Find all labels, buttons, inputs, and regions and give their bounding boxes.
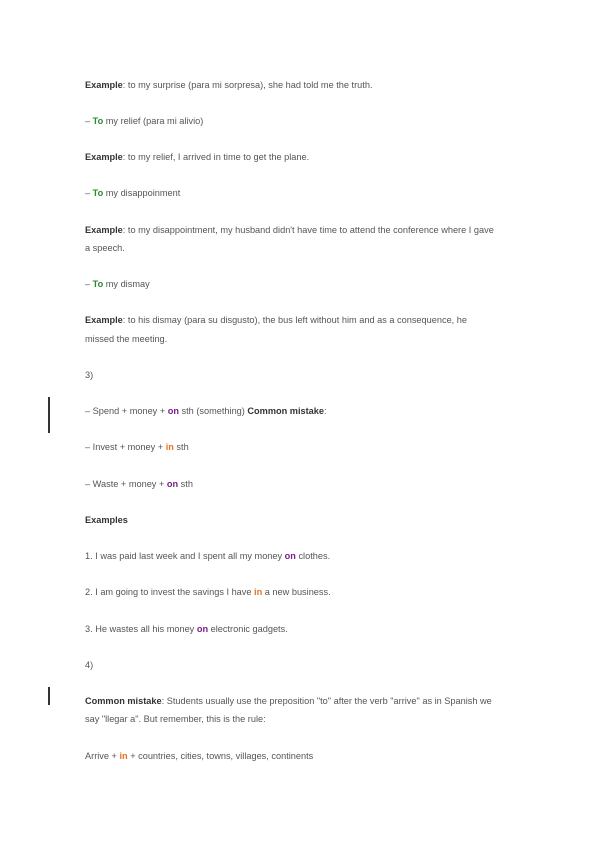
phrase-text: my disappoinment <box>103 188 181 198</box>
example-dismay-cont: missed the meeting. <box>85 334 168 344</box>
examples-heading: Examples <box>85 515 128 525</box>
example-label: Example <box>85 225 123 235</box>
example-text: : to my disappointment, my husband didn't have time to attend the conference where I gave <box>122 225 494 235</box>
sentence-2 <box>85 586 331 598</box>
section-number-4: 4) <box>85 660 94 670</box>
rule-text: – Waste + money + <box>85 479 167 489</box>
keyword-to: To <box>92 188 104 198</box>
rule-waste <box>85 478 193 490</box>
phrase-to-my-dismay <box>85 278 150 290</box>
keyword-in: in <box>165 442 174 452</box>
rule-text: sth <box>178 479 193 489</box>
example-label: Example <box>85 152 123 162</box>
example-surprise <box>85 79 373 91</box>
common-mistake-arrive-cont: say "llegar a". But remember, this is the rule: <box>85 714 266 724</box>
example-label: Example <box>85 315 123 325</box>
common-mistake-label: Common mistake <box>85 696 162 706</box>
dash: – <box>85 188 93 198</box>
sentence-text: 1. I was paid last week and I spent all my money <box>85 551 285 561</box>
dash: – <box>85 279 93 289</box>
rule-text: – Invest + money + <box>85 442 166 452</box>
phrase-text: my relief (para mi alivio) <box>103 116 204 126</box>
keyword-to: To <box>92 116 104 126</box>
keyword-in: in <box>254 587 263 597</box>
example-text: : to my relief, I arrived in time to get the plane. <box>122 152 310 162</box>
keyword-on: on <box>166 479 179 489</box>
colon: : <box>324 406 327 416</box>
example-relief <box>85 151 309 163</box>
example-label: Example <box>85 80 123 90</box>
rule-text: Arrive + <box>85 751 120 761</box>
keyword-on: on <box>196 624 209 634</box>
phrase-to-my-relief <box>85 115 203 127</box>
sentence-text: 2. I am going to invest the savings I have <box>85 587 255 597</box>
keyword-in: in <box>119 751 128 761</box>
keyword-on: on <box>167 406 179 416</box>
section-number-3: 3) <box>85 370 94 380</box>
keyword-on: on <box>284 551 296 561</box>
phrase-text: my dismay <box>103 279 150 289</box>
example-text: : to my surprise (para mi sorpresa), she had told me the truth. <box>122 80 373 90</box>
example-disappointment-cont: a speech. <box>85 243 125 253</box>
sentence-text: 3. He wastes all his money <box>85 624 197 634</box>
sentence-3 <box>85 623 288 635</box>
rule-spend <box>85 405 327 417</box>
dash: – <box>85 116 93 126</box>
rule-arrive <box>85 750 313 762</box>
mistake-text: : Students usually use the preposition "to" after the verb "arrive" as in Spanish we <box>161 696 492 706</box>
sentence-text: electronic gadgets. <box>208 624 288 634</box>
keyword-to: To <box>92 279 104 289</box>
change-bar <box>48 397 50 433</box>
sentence-text: a new business. <box>262 587 331 597</box>
common-mistake-label: Common mistake <box>247 406 324 416</box>
phrase-to-my-disappointment <box>85 187 180 199</box>
common-mistake-arrive <box>85 695 492 707</box>
rule-invest <box>85 441 189 453</box>
sentence-1 <box>85 550 330 562</box>
change-bar <box>48 687 50 705</box>
example-dismay <box>85 314 467 326</box>
rule-text: sth <box>173 442 189 452</box>
rule-text: sth (something) <box>178 406 248 416</box>
rule-text: + countries, cities, towns, villages, continents <box>127 751 314 761</box>
rule-text: – Spend + money + <box>85 406 168 416</box>
sentence-text: clothes. <box>295 551 331 561</box>
example-disappointment <box>85 224 494 236</box>
example-text: : to his dismay (para su disgusto), the bus left without him and as a consequence, he <box>122 315 468 325</box>
